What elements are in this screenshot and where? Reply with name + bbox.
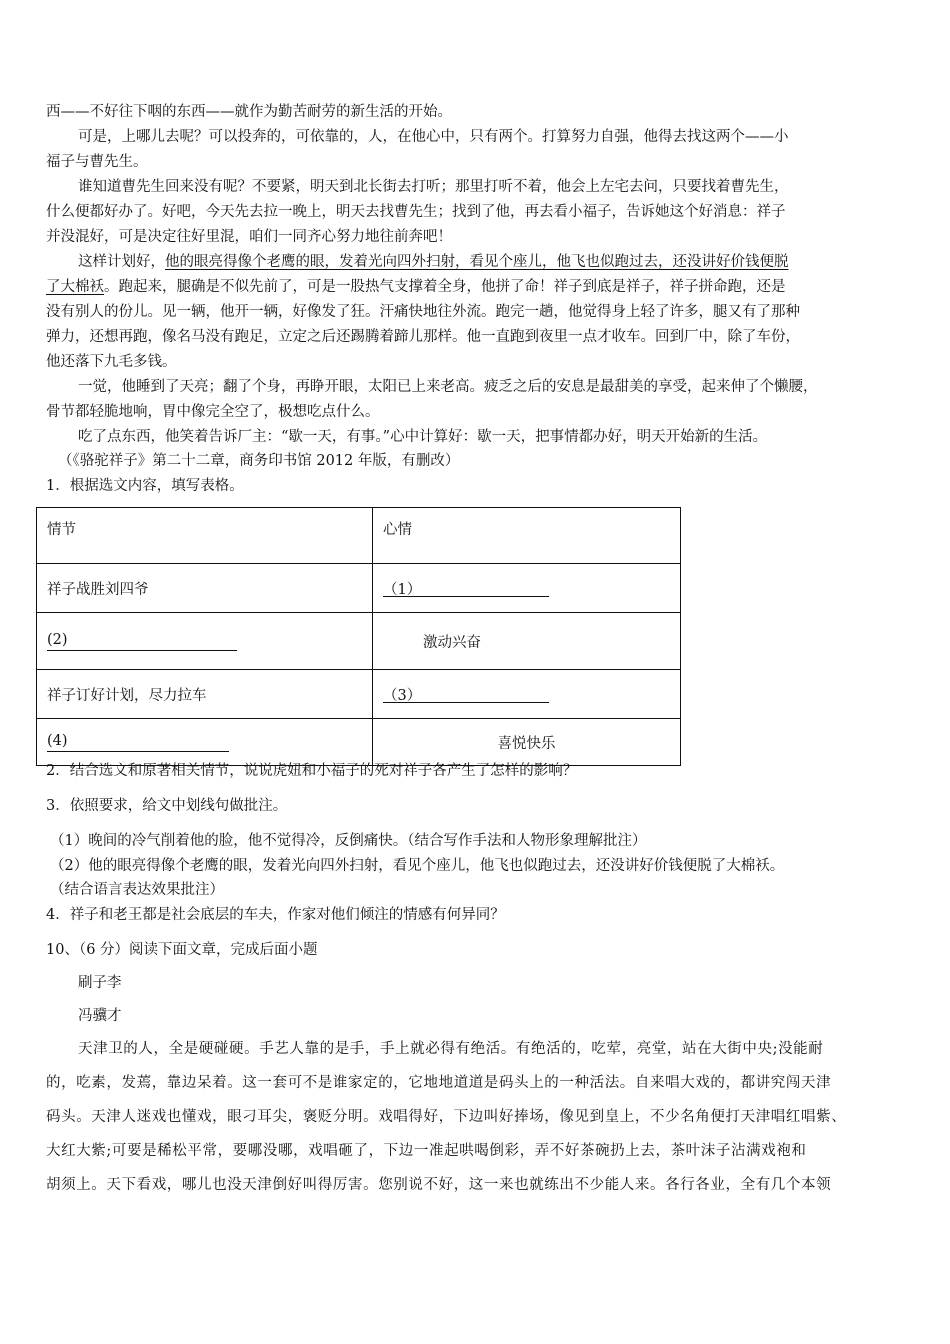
- answer-blank-3[interactable]: （3）: [383, 684, 549, 703]
- passage-line: 骨节都轻脆地响，胃中像完全空了，极想吃点什么。: [46, 404, 380, 420]
- table-row: [37, 670, 681, 719]
- passage-line-underlined: [78, 252, 789, 272]
- underlined-sentence: 他的眼亮得像个老鹰的眼，发着光向四外扫射，看见个座儿，他飞也似跑过去，还没讲好价钱便脱: [165, 254, 789, 270]
- passage-line: 可是，上哪儿去呢？可以投奔的，可依靠的，人，在他心中，只有两个。打算努力自强，他得去找这两个——小: [78, 129, 789, 145]
- answer-blank-1[interactable]: （1）: [383, 578, 549, 597]
- table-cell-mood: 激动兴奋: [373, 613, 681, 670]
- article-line: 天津卫的人，全是硬碰硬。手艺人靠的是手，手上就必得有绝活。有绝活的，吃荤，亮堂，站在大街中央;没能耐: [78, 1041, 824, 1057]
- table-cell-mood: [373, 670, 681, 719]
- table-row: [37, 719, 681, 766]
- passage-line: 一觉，他睡到了天亮；翻了个身，再睁开眼，太阳已上来老高。疲乏之后的安息是最甜美的享受，起来伸了个懒腰，: [78, 379, 818, 395]
- passage-text: 。跑起来，腿确是不似先前了，可是一股热气支撑着全身，他拼了命！祥子到底是祥子，祥子拼命跑，还是: [104, 279, 786, 295]
- plot-mood-table: [36, 507, 681, 766]
- passage-line-underlined: [46, 277, 786, 297]
- passage-line: 他还落下九毛多钱。: [46, 354, 177, 370]
- underlined-sentence-end: 了大棉袄: [46, 279, 104, 295]
- article-line: 码头。天津人迷戏也懂戏，眼刁耳尖，褒贬分明。戏唱得好，下边叫好捧场，像见到皇上，不少名角便打天津唱红唱紫、: [46, 1109, 847, 1125]
- table-cell-plot: [37, 613, 373, 670]
- passage-line: 西——不好往下咽的东西——就作为勤苦耐劳的新生活的开始。: [46, 104, 452, 120]
- table-cell-mood: 喜悦快乐: [373, 719, 681, 766]
- question-3: 3．依照要求，给文中划线句做批注。: [46, 798, 288, 814]
- passage-line: 什么便都好办了。好吧，今天先去拉一晚上，明天去找曹先生；找到了他，再去看小福子，告诉她这个好消息：祥子: [46, 204, 786, 220]
- question-3-part-1: （1）晚间的冷气削着他的脸，他不觉得冷，反倒痛快。（结合写作手法和人物形象理解批注）: [50, 833, 647, 849]
- passage-line: 弹力，还想再跑，像名马没有跑足，立定之后还踢腾着蹄儿那样。他一直跑到夜里一点才收车。回到厂中，除了车份，: [46, 329, 800, 345]
- table-cell-mood: [373, 564, 681, 613]
- passage-line: 没有别人的份儿。见一辆，他开一辆，好像发了狂。汗痛快地往外流。跑完一趟，他觉得身上轻了许多，腿又有了那种: [46, 304, 800, 320]
- passage-line: 谁知道曹先生回来没有呢？不要紧，明天到北长街去打听；那里打听不着，他会上左宅去问，只要找着曹先生，: [78, 179, 789, 195]
- passage-line: 福子与曹先生。: [46, 154, 148, 170]
- question-1: 1．根据选文内容，填写表格。: [46, 478, 244, 494]
- article-title: 刷子李: [78, 975, 122, 991]
- passage-text: 这样计划好，: [78, 254, 165, 270]
- table-cell-plot: 祥子订好计划，尽力拉车: [37, 670, 373, 719]
- table-row: [37, 564, 681, 613]
- question-2: 2．结合选文和原著相关情节，说说虎妞和小福子的死对祥子各产生了怎样的影响？: [46, 763, 578, 779]
- table-row: [37, 508, 681, 564]
- table-row: [37, 613, 681, 670]
- table-header-plot: 情节: [37, 508, 373, 564]
- question-3-part-2: （2）他的眼亮得像个老鹰的眼，发着光向四外扫射，看见个座儿，他飞也似跑过去，还没讲好价钱便脱了大棉袄。: [50, 858, 785, 874]
- section-10-heading: 10、（6 分）阅读下面文章，完成后面小题: [46, 942, 318, 958]
- answer-blank-4[interactable]: (4): [47, 733, 229, 752]
- article-line: 胡须上。天下看戏，哪儿也没天津倒好叫得厉害。您别说不好，这一来也就练出不少能人来。各行各业，全有几个本领: [46, 1177, 832, 1193]
- answer-blank-2[interactable]: (2): [47, 632, 237, 651]
- article-line: 的，吃素，发蔫，靠边呆着。这一套可不是谁家定的，它地地道道是码头上的一种活法。自来唱大戏的，都讲究闯天津: [46, 1075, 832, 1091]
- question-3-part-2-note: （结合语言表达效果批注）: [50, 882, 224, 898]
- table-header-mood: 心情: [373, 508, 681, 564]
- table-cell-plot: [37, 719, 373, 766]
- table-cell-plot: 祥子战胜刘四爷: [37, 564, 373, 613]
- question-4: 4．祥子和老王都是社会底层的车夫，作家对他们倾注的情感有何异同？: [46, 907, 505, 923]
- passage-line: 并没混好，可是决定往好里混，咱们一同齐心努力地往前奔吧！: [46, 229, 452, 245]
- passage-line: 吃了点东西，他笑着告诉厂主：“歇一天，有事。”心中计算好：歇一天，把事情都办好，明天开始新的生活。: [78, 429, 768, 445]
- passage-source: （《骆驼祥子》第二十二章，商务印书馆 2012 年版，有删改）: [58, 453, 460, 469]
- article-line: 大红大紫;可要是稀松平常，要哪没哪，戏唱砸了，下边一准起哄喝倒彩，弄不好茶碗扔上去，茶叶沫子沾满戏袍和: [46, 1143, 807, 1159]
- article-author: 冯骥才: [78, 1008, 122, 1024]
